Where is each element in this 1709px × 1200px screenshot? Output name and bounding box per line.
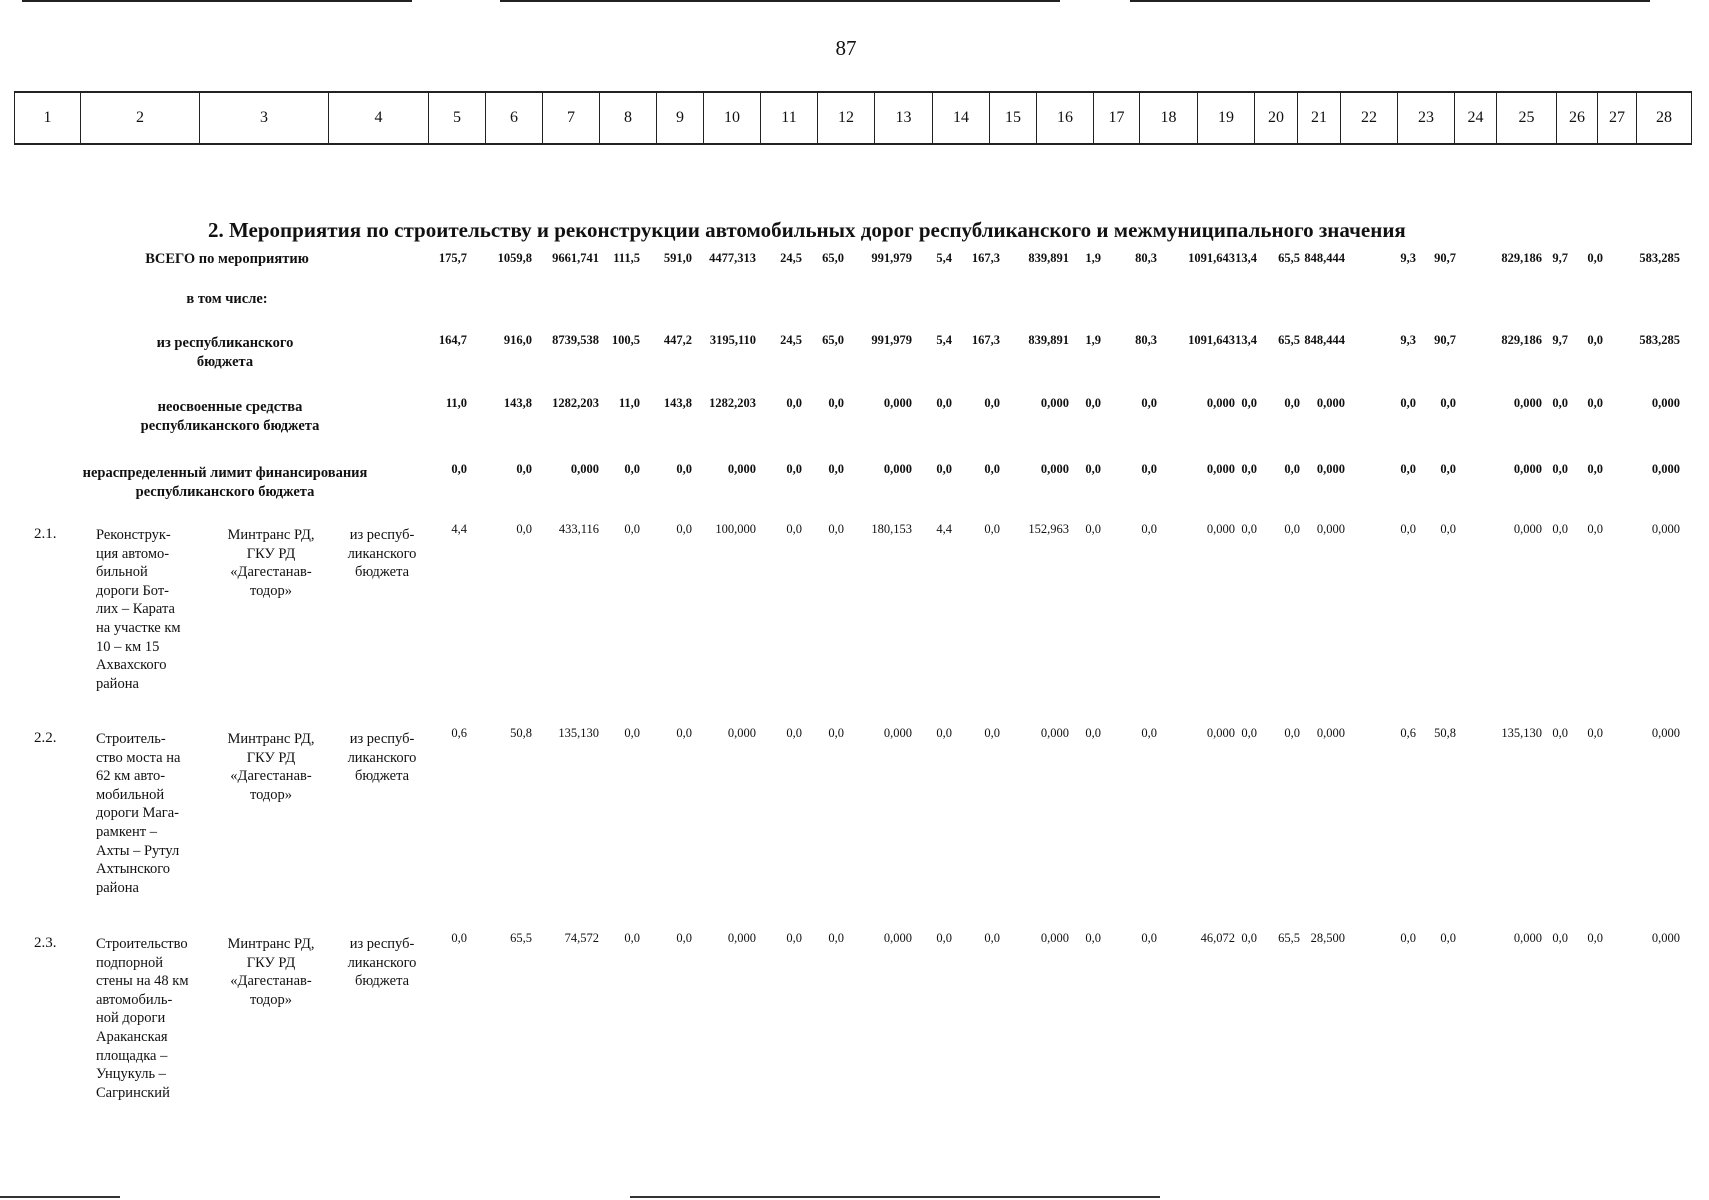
column-header-20: 20: [1255, 92, 1298, 144]
summary-value-col-27: 0,0: [1587, 396, 1603, 410]
summary-value-col-8: 0,0: [624, 462, 640, 476]
item-value-col-11: 0,0: [786, 522, 802, 536]
item-value-col-22: 0,000: [1316, 522, 1345, 536]
summary-row-label: из республиканского бюджета: [156, 335, 294, 370]
item-value-col-28: 0,000: [1651, 522, 1680, 536]
bottom-scan-rule-left: [0, 1196, 120, 1198]
column-header-22: 22: [1341, 92, 1398, 144]
item-value-col-20: 0,0: [1241, 522, 1257, 536]
item-funding-source: из респуб- ликанского бюджета: [347, 527, 417, 581]
summary-row-label: нераспределенный лимит финансирования республиканского бюджета: [82, 465, 368, 500]
item-value-col-21: 0,0: [1284, 522, 1300, 536]
item-value-col-8: 0,0: [624, 931, 640, 945]
item-value-col-22: 0,000: [1316, 726, 1345, 740]
column-header-6: 6: [486, 92, 543, 144]
summary-value-col-25: 0,000: [1513, 462, 1542, 476]
summary-value-col-24: 90,7: [1434, 251, 1456, 265]
summary-value-col-6: 1059,8: [497, 251, 532, 265]
item-value-col-9: 0,0: [676, 931, 692, 945]
item-value-col-14: 4,4: [936, 522, 952, 536]
item-value-col-21: 65,5: [1278, 931, 1300, 945]
item-value-col-16: 152,963: [1028, 522, 1069, 536]
summary-value-col-19: 1091,643: [1188, 251, 1235, 265]
summary-value-col-15: 0,0: [984, 462, 1000, 476]
item-value-col-17: 0,0: [1085, 726, 1101, 740]
summary-value-col-11: 24,5: [780, 251, 802, 265]
item-value-col-19: 0,000: [1206, 522, 1235, 536]
summary-value-col-27: 0,0: [1587, 462, 1603, 476]
summary-row-label: неосвоенные средства республиканского бюджета: [140, 399, 320, 434]
item-executor: Минтранс РД, ГКУ РД «Дагестанав- тодор»: [227, 731, 315, 803]
summary-value-col-5: 11,0: [445, 396, 467, 410]
summary-value-col-16: 0,000: [1040, 462, 1069, 476]
summary-value-col-5: 175,7: [438, 251, 467, 265]
summary-value-col-21: 65,5: [1278, 251, 1300, 265]
column-header-25: 25: [1497, 92, 1557, 144]
summary-value-col-12: 0,0: [828, 396, 844, 410]
summary-value-col-18: 80,3: [1135, 333, 1157, 347]
summary-value-col-17: 0,0: [1085, 396, 1101, 410]
summary-value-col-13: 991,979: [871, 251, 912, 265]
item-value-col-15: 0,0: [984, 522, 1000, 536]
item-value-col-11: 0,0: [786, 931, 802, 945]
summary-value-col-17: 1,9: [1085, 333, 1101, 347]
summary-value-col-20: 13,4: [1235, 333, 1257, 347]
item-value-col-25: 0,000: [1513, 931, 1542, 945]
item-funding-source: из респуб- ликанского бюджета: [347, 936, 417, 990]
summary-value-col-9: 591,0: [663, 251, 692, 265]
summary-value-col-28: 0,000: [1651, 396, 1680, 410]
summary-value-col-14: 0,0: [936, 462, 952, 476]
column-header-1: 1: [15, 92, 81, 144]
column-header-19: 19: [1198, 92, 1255, 144]
item-value-col-28: 0,000: [1651, 931, 1680, 945]
item-value-col-27: 0,0: [1587, 726, 1603, 740]
summary-value-col-18: 0,0: [1141, 462, 1157, 476]
summary-value-col-11: 0,0: [786, 396, 802, 410]
item-name: Реконструк- ция автомо- бильной дороги Бот- лих – Карата на участке км 10 – км 15 Ахвахского района: [96, 527, 181, 692]
item-value-col-13: 180,153: [871, 522, 912, 536]
item-number: 2.2.: [34, 730, 57, 746]
column-header-28: 28: [1637, 92, 1692, 144]
item-value-col-23: 0,6: [1400, 726, 1416, 740]
column-header-10: 10: [704, 92, 761, 144]
column-header-17: 17: [1094, 92, 1140, 144]
summary-value-col-8: 111,5: [613, 251, 640, 265]
item-value-col-12: 0,0: [828, 726, 844, 740]
item-value-col-26: 0,0: [1552, 522, 1568, 536]
item-value-col-17: 0,0: [1085, 931, 1101, 945]
item-value-col-12: 0,0: [828, 931, 844, 945]
column-header-5: 5: [429, 92, 486, 144]
summary-value-col-25: 829,186: [1501, 251, 1542, 265]
summary-value-col-11: 0,0: [786, 462, 802, 476]
summary-value-col-11: 24,5: [780, 333, 802, 347]
item-value-col-21: 0,0: [1284, 726, 1300, 740]
summary-value-col-22: 848,444: [1304, 333, 1345, 347]
summary-value-col-6: 0,0: [516, 462, 532, 476]
column-header-13: 13: [875, 92, 933, 144]
summary-value-col-26: 9,7: [1552, 333, 1568, 347]
column-header-18: 18: [1140, 92, 1198, 144]
column-header-16: 16: [1037, 92, 1094, 144]
summary-value-col-7: 0,000: [570, 462, 599, 476]
summary-value-col-23: 9,3: [1400, 333, 1416, 347]
item-value-col-14: 0,0: [936, 726, 952, 740]
item-number: 2.3.: [34, 935, 57, 951]
summary-value-col-9: 447,2: [663, 333, 692, 347]
top-scan-rule-mid: [500, 0, 1060, 2]
column-header-26: 26: [1557, 92, 1598, 144]
summary-value-col-7: 8739,538: [552, 333, 599, 347]
summary-value-col-6: 143,8: [503, 396, 532, 410]
item-value-col-12: 0,0: [828, 522, 844, 536]
summary-value-col-24: 90,7: [1434, 333, 1456, 347]
item-value-col-18: 0,0: [1141, 522, 1157, 536]
summary-value-col-19: 0,000: [1206, 396, 1235, 410]
summary-value-col-25: 829,186: [1501, 333, 1542, 347]
item-value-col-5: 0,6: [451, 726, 467, 740]
item-executor: Минтранс РД, ГКУ РД «Дагестанав- тодор»: [227, 936, 315, 1008]
item-number: 2.1.: [34, 526, 57, 542]
summary-value-col-15: 167,3: [971, 333, 1000, 347]
item-value-col-25: 135,130: [1501, 726, 1542, 740]
summary-value-col-23: 9,3: [1400, 251, 1416, 265]
item-name: Строительство подпорной стены на 48 км автомобиль- ной дороги Араканская площадка – Унцукуль – Сагринский: [96, 936, 189, 1101]
item-value-col-27: 0,0: [1587, 931, 1603, 945]
summary-value-col-23: 0,0: [1400, 462, 1416, 476]
summary-value-col-10: 3195,110: [709, 333, 756, 347]
summary-value-col-9: 0,0: [676, 462, 692, 476]
item-value-col-20: 0,0: [1241, 726, 1257, 740]
summary-value-col-21: 0,0: [1284, 396, 1300, 410]
top-scan-rule-right: [1130, 0, 1650, 2]
item-value-col-18: 0,0: [1141, 931, 1157, 945]
item-value-col-14: 0,0: [936, 931, 952, 945]
item-value-col-24: 0,0: [1440, 522, 1456, 536]
item-value-col-6: 65,5: [510, 931, 532, 945]
item-value-col-10: 0,000: [727, 726, 756, 740]
item-value-col-13: 0,000: [883, 931, 912, 945]
summary-value-col-19: 0,000: [1206, 462, 1235, 476]
item-value-col-10: 100,000: [715, 522, 756, 536]
summary-value-col-28: 583,285: [1639, 251, 1680, 265]
summary-value-col-25: 0,000: [1513, 396, 1542, 410]
item-value-col-5: 0,0: [451, 931, 467, 945]
item-value-col-19: 46,072: [1200, 931, 1235, 945]
summary-value-col-12: 65,0: [822, 333, 844, 347]
column-number-header: [14, 91, 1692, 145]
summary-value-col-20: 0,0: [1241, 396, 1257, 410]
item-funding-source: из респуб- ликанского бюджета: [347, 731, 417, 785]
page-number: 87: [835, 36, 857, 60]
item-value-col-13: 0,000: [883, 726, 912, 740]
summary-value-col-26: 0,0: [1552, 396, 1568, 410]
summary-value-col-10: 1282,203: [709, 396, 756, 410]
column-header-15: 15: [990, 92, 1037, 144]
top-scan-rule-left: [22, 0, 412, 2]
column-number-row: [15, 92, 1692, 144]
summary-value-col-21: 0,0: [1284, 462, 1300, 476]
item-value-col-7: 74,572: [564, 931, 599, 945]
column-header-2: 2: [81, 92, 200, 144]
item-value-col-17: 0,0: [1085, 522, 1101, 536]
item-value-col-15: 0,0: [984, 931, 1000, 945]
summary-value-col-26: 9,7: [1552, 251, 1568, 265]
item-value-col-9: 0,0: [676, 726, 692, 740]
summary-value-col-18: 80,3: [1135, 251, 1157, 265]
item-value-col-11: 0,0: [786, 726, 802, 740]
item-value-col-24: 50,8: [1434, 726, 1456, 740]
item-value-col-25: 0,000: [1513, 522, 1542, 536]
summary-value-col-5: 164,7: [438, 333, 467, 347]
summary-value-col-23: 0,0: [1400, 396, 1416, 410]
column-header-23: 23: [1398, 92, 1455, 144]
item-value-col-5: 4,4: [451, 522, 467, 536]
summary-row-label: ВСЕГО по мероприятию: [145, 251, 309, 267]
item-value-col-6: 0,0: [516, 522, 532, 536]
summary-value-col-16: 0,000: [1040, 396, 1069, 410]
summary-value-col-5: 0,0: [451, 462, 467, 476]
item-value-col-20: 0,0: [1241, 931, 1257, 945]
summary-value-col-7: 9661,741: [552, 251, 599, 265]
item-value-col-26: 0,0: [1552, 726, 1568, 740]
summary-value-col-22: 0,000: [1316, 396, 1345, 410]
summary-value-col-13: 0,000: [883, 396, 912, 410]
summary-value-col-20: 13,4: [1235, 251, 1257, 265]
summary-value-col-13: 0,000: [883, 462, 912, 476]
item-value-col-10: 0,000: [727, 931, 756, 945]
section-title: 2. Мероприятия по строительству и реконструкции автомобильных дорог республиканского и межмуниципального значения: [208, 218, 1406, 242]
summary-value-col-19: 1091,643: [1188, 333, 1235, 347]
item-value-col-24: 0,0: [1440, 931, 1456, 945]
column-header-27: 27: [1598, 92, 1637, 144]
item-value-col-6: 50,8: [510, 726, 532, 740]
summary-value-col-14: 5,4: [936, 251, 952, 265]
summary-value-col-10: 0,000: [727, 462, 756, 476]
item-value-col-16: 0,000: [1040, 726, 1069, 740]
summary-value-col-15: 0,0: [984, 396, 1000, 410]
summary-value-col-28: 583,285: [1639, 333, 1680, 347]
summary-value-col-20: 0,0: [1241, 462, 1257, 476]
item-executor: Минтранс РД, ГКУ РД «Дагестанав- тодор»: [227, 527, 315, 599]
summary-value-col-24: 0,0: [1440, 462, 1456, 476]
column-header-21: 21: [1298, 92, 1341, 144]
item-value-col-8: 0,0: [624, 522, 640, 536]
summary-value-col-8: 11,0: [618, 396, 640, 410]
item-value-col-22: 28,500: [1310, 931, 1345, 945]
summary-value-col-27: 0,0: [1587, 333, 1603, 347]
summary-value-col-26: 0,0: [1552, 462, 1568, 476]
column-header-4: 4: [329, 92, 429, 144]
item-value-col-28: 0,000: [1651, 726, 1680, 740]
summary-value-col-12: 65,0: [822, 251, 844, 265]
summary-value-col-24: 0,0: [1440, 396, 1456, 410]
summary-value-col-14: 0,0: [936, 396, 952, 410]
summary-value-col-14: 5,4: [936, 333, 952, 347]
column-header-7: 7: [543, 92, 600, 144]
column-header-8: 8: [600, 92, 657, 144]
item-value-col-8: 0,0: [624, 726, 640, 740]
item-name: Строитель- ство моста на 62 км авто- мобильной дороги Мага- рамкент – Ахты – Рутул Ахтынского района: [96, 731, 181, 896]
summary-value-col-27: 0,0: [1587, 251, 1603, 265]
item-value-col-27: 0,0: [1587, 522, 1603, 536]
summary-value-col-9: 143,8: [663, 396, 692, 410]
item-value-col-18: 0,0: [1141, 726, 1157, 740]
summary-value-col-21: 65,5: [1278, 333, 1300, 347]
summary-value-col-28: 0,000: [1651, 462, 1680, 476]
summary-value-col-13: 991,979: [871, 333, 912, 347]
summary-value-col-22: 848,444: [1304, 251, 1345, 265]
summary-value-col-10: 4477,313: [709, 251, 756, 265]
summary-row-label: в том числе:: [186, 291, 268, 307]
column-header-3: 3: [200, 92, 329, 144]
bottom-scan-rule-right: [630, 1196, 1160, 1198]
column-header-24: 24: [1455, 92, 1497, 144]
summary-value-col-18: 0,0: [1141, 396, 1157, 410]
summary-value-col-16: 839,891: [1028, 333, 1069, 347]
column-header-9: 9: [657, 92, 704, 144]
item-value-col-26: 0,0: [1552, 931, 1568, 945]
item-value-col-16: 0,000: [1040, 931, 1069, 945]
item-value-col-15: 0,0: [984, 726, 1000, 740]
item-value-col-7: 135,130: [558, 726, 599, 740]
column-header-12: 12: [818, 92, 875, 144]
summary-value-col-7: 1282,203: [552, 396, 599, 410]
summary-value-col-6: 916,0: [503, 333, 532, 347]
column-header-14: 14: [933, 92, 990, 144]
summary-value-col-17: 0,0: [1085, 462, 1101, 476]
item-value-col-7: 433,116: [558, 522, 599, 536]
summary-value-col-17: 1,9: [1085, 251, 1101, 265]
column-header-11: 11: [761, 92, 818, 144]
summary-value-col-15: 167,3: [971, 251, 1000, 265]
item-value-col-23: 0,0: [1400, 522, 1416, 536]
item-value-col-23: 0,0: [1400, 931, 1416, 945]
summary-value-col-16: 839,891: [1028, 251, 1069, 265]
item-value-col-19: 0,000: [1206, 726, 1235, 740]
summary-value-col-12: 0,0: [828, 462, 844, 476]
item-value-col-9: 0,0: [676, 522, 692, 536]
summary-value-col-8: 100,5: [611, 333, 640, 347]
summary-value-col-22: 0,000: [1316, 462, 1345, 476]
